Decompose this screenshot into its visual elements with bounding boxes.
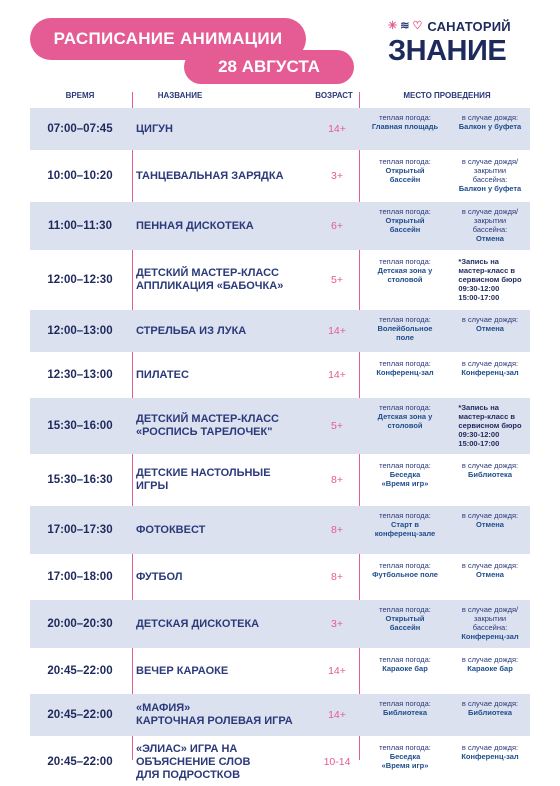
place-rain-value: Караоке бар	[467, 664, 513, 673]
table-row	[30, 600, 530, 648]
column-headers	[30, 88, 530, 106]
place-warm-weather	[360, 354, 450, 396]
event-time: 17:00–18:00	[47, 571, 113, 583]
place-rain-weather	[450, 456, 530, 504]
place-warm-value: Караоке бар	[382, 664, 428, 673]
place-rain-weather	[450, 556, 530, 598]
table-row	[30, 506, 530, 554]
event-name: ДЕТСКАЯ ДИСКОТЕКА	[136, 617, 260, 630]
table-row	[30, 354, 530, 396]
place-warm-weather	[360, 202, 450, 250]
event-age: 8+	[331, 474, 343, 486]
event-age: 8+	[331, 571, 343, 583]
place-warm-value: Детская зона у столовой	[377, 412, 433, 430]
event-time: 20:45–22:00	[47, 709, 113, 721]
event-name: «МАФИЯ» КАРТОЧНАЯ РОЛЕВАЯ ИГРА	[136, 702, 293, 727]
place-rain-value: Отмена	[476, 520, 504, 529]
table-row	[30, 310, 530, 352]
place-rain-value: Конференц-зал	[461, 368, 519, 377]
event-age: 8+	[331, 524, 343, 536]
place-warm-label: теплая погода:	[379, 743, 431, 752]
place-warm-label: теплая погода:	[379, 257, 431, 266]
place-rain-weather	[450, 310, 530, 352]
event-age: 14+	[328, 369, 346, 381]
place-rain-label: в случае дождя/ закрытии бассейна:	[461, 605, 519, 632]
table-row	[30, 650, 530, 692]
event-time: 20:45–22:00	[47, 665, 113, 677]
place-warm-weather	[360, 152, 450, 200]
place-rain-weather	[450, 252, 530, 308]
place-warm-weather	[360, 600, 450, 648]
place-rain-label: в случае дождя:	[461, 655, 519, 664]
place-rain-value: Библиотека	[468, 708, 512, 717]
event-name: ТАНЦЕВАЛЬНАЯ ЗАРЯДКА	[136, 169, 284, 182]
event-time: 15:30–16:30	[47, 474, 113, 486]
place-rain-label: в случае дождя/ закрытии бассейна:	[461, 157, 519, 184]
place-rain-value: Балкон у буфета	[458, 122, 522, 131]
event-name: ДЕТСКИЕ НАСТОЛЬНЫЕ ИГРЫ	[136, 467, 271, 492]
place-rain-weather	[450, 152, 530, 200]
event-age: 14+	[328, 325, 346, 337]
place-warm-weather	[360, 738, 450, 786]
place-rain-weather	[450, 694, 530, 736]
signup-note: *Запись на мастер-класс в сервисном бюро 09:30-12:00 15:00-17:00	[458, 257, 522, 302]
event-age: 5+	[331, 274, 343, 286]
event-age: 6+	[331, 220, 343, 232]
place-rain-label: в случае дождя/ закрытии бассейна:	[461, 207, 519, 234]
sun-icon: ✳	[388, 19, 398, 32]
event-name: СТРЕЛЬБА ИЗ ЛУКА	[136, 324, 247, 337]
event-name: «ЭЛИАС» ИГРА НА ОБЪЯСНЕНИЕ СЛОВ ДЛЯ ПОДРОСТКОВ	[136, 742, 251, 781]
event-age: 14+	[328, 709, 346, 721]
place-warm-weather	[360, 310, 450, 352]
column-header-name: НАЗВАНИЕ	[157, 91, 203, 100]
event-name: ВЕЧЕР КАРАОКЕ	[136, 664, 229, 677]
column-header-age: ВОЗРАСТ	[315, 91, 353, 100]
event-name: ФОТОКВЕСТ	[136, 523, 206, 536]
place-rain-label: в случае дождя:	[461, 461, 519, 470]
place-warm-value: Детская зона у столовой	[377, 266, 433, 284]
place-warm-label: теплая погода:	[379, 655, 431, 664]
place-rain-value: Отмена	[476, 570, 504, 579]
place-rain-weather	[450, 506, 530, 554]
table-row	[30, 456, 530, 504]
place-warm-value: Библиотека	[383, 708, 427, 717]
event-age: 3+	[331, 618, 343, 630]
place-warm-value: Открытый бассейн	[385, 216, 425, 234]
logo-small-text: САНАТОРИЙ	[427, 18, 511, 34]
place-warm-label: теплая погода:	[379, 561, 431, 570]
place-warm-label: теплая погода:	[379, 113, 431, 122]
place-warm-value: Беседка «Время игр»	[381, 470, 429, 488]
place-rain-weather	[450, 600, 530, 648]
table-row	[30, 556, 530, 598]
place-warm-weather	[360, 506, 450, 554]
event-name: ПИЛАТЕС	[136, 368, 189, 381]
table-row	[30, 108, 530, 150]
place-warm-value: Главная площадь	[371, 122, 439, 131]
place-warm-weather	[360, 694, 450, 736]
place-warm-value: Старт в конференц-зале	[374, 520, 436, 538]
heart-icon: ♡	[412, 19, 423, 32]
place-rain-label: в случае дождя:	[461, 113, 519, 122]
event-time: 17:00–17:30	[47, 524, 113, 536]
signup-note: *Запись на мастер-класс в сервисном бюро 09:30-12:00 15:00-17:00	[458, 403, 522, 448]
place-warm-label: теплая погода:	[379, 699, 431, 708]
place-rain-label: в случае дождя:	[461, 359, 519, 368]
place-warm-weather	[360, 108, 450, 150]
event-age: 10-14	[323, 756, 351, 768]
event-time: 20:45–22:00	[47, 756, 113, 768]
event-name: ПЕННАЯ ДИСКОТЕКА	[136, 219, 254, 232]
place-warm-label: теплая погода:	[379, 315, 431, 324]
logo-main-text: ЗНАНИЕ	[388, 35, 507, 67]
place-warm-label: теплая погода:	[379, 207, 431, 216]
event-time: 15:30–16:00	[47, 420, 113, 432]
event-time: 11:00–11:30	[48, 220, 112, 232]
place-warm-weather	[360, 650, 450, 692]
event-age: 14+	[328, 123, 346, 135]
place-rain-weather	[450, 398, 530, 454]
place-warm-label: теплая погода:	[379, 511, 431, 520]
event-time: 12:00–12:30	[47, 274, 113, 286]
event-age: 3+	[331, 170, 343, 182]
table-row	[30, 694, 530, 736]
place-warm-weather	[360, 556, 450, 598]
place-rain-value: Отмена	[476, 324, 504, 333]
event-time: 20:00–20:30	[47, 618, 113, 630]
place-rain-value: Балкон у буфета	[458, 184, 522, 193]
event-name: ФУТБОЛ	[136, 570, 183, 583]
logo	[388, 18, 538, 70]
place-warm-value: Открытый бассейн	[385, 614, 425, 632]
place-rain-label: в случае дождя:	[461, 511, 519, 520]
place-warm-value: Беседка «Время игр»	[381, 752, 429, 770]
header	[0, 0, 560, 90]
place-rain-label: в случае дождя:	[461, 699, 519, 708]
table-row	[30, 152, 530, 200]
event-time: 07:00–07:45	[47, 123, 113, 135]
place-warm-label: теплая погода:	[379, 157, 431, 166]
event-name: ЦИГУН	[136, 122, 173, 135]
column-header-time: ВРЕМЯ	[65, 91, 95, 100]
event-age: 14+	[328, 665, 346, 677]
place-rain-value: Библиотека	[468, 470, 512, 479]
place-rain-value: Конференц-зал	[461, 752, 519, 761]
page-title: РАСПИСАНИЕ АНИМАЦИИ	[30, 18, 306, 60]
place-rain-value: Отмена	[476, 234, 504, 243]
event-time: 10:00–10:20	[47, 170, 113, 182]
date-badge: 28 АВГУСТА	[184, 50, 354, 84]
place-warm-label: теплая погода:	[379, 359, 431, 368]
place-warm-value: Футбольное поле	[372, 570, 438, 579]
place-rain-label: в случае дождя:	[461, 743, 519, 752]
place-rain-value: Конференц-зал	[461, 632, 519, 641]
waves-icon: ≋	[400, 19, 410, 32]
place-rain-weather	[450, 738, 530, 786]
place-warm-weather	[360, 456, 450, 504]
event-name: ДЕТСКИЙ МАСТЕР-КЛАСС «РОСПИСЬ ТАРЕЛОЧЕК"	[136, 413, 279, 438]
event-name: ДЕТСКИЙ МАСТЕР-КЛАСС АППЛИКАЦИЯ «БАБОЧКА»	[136, 267, 284, 292]
place-warm-weather	[360, 398, 450, 454]
event-time: 12:30–13:00	[47, 369, 113, 381]
table-row	[30, 398, 530, 454]
place-rain-weather	[450, 202, 530, 250]
table-row	[30, 738, 530, 786]
event-age: 5+	[331, 420, 343, 432]
place-warm-weather	[360, 252, 450, 308]
place-warm-value: Конференц-зал	[376, 368, 434, 377]
place-rain-label: в случае дождя:	[461, 315, 519, 324]
place-warm-label: теплая погода:	[379, 605, 431, 614]
place-warm-label: теплая погода:	[379, 403, 431, 412]
place-warm-value: Волейбольное поле	[377, 324, 433, 342]
place-rain-weather	[450, 354, 530, 396]
place-warm-value: Открытый бассейн	[385, 166, 425, 184]
table-row	[30, 202, 530, 250]
place-rain-weather	[450, 650, 530, 692]
table-row	[30, 252, 530, 308]
place-warm-label: теплая погода:	[379, 461, 431, 470]
event-time: 12:00–13:00	[47, 325, 113, 337]
logo-top	[388, 18, 538, 34]
place-rain-label: в случае дождя:	[461, 561, 519, 570]
place-rain-weather	[450, 108, 530, 150]
column-header-place: МЕСТО ПРОВЕДЕНИЯ	[403, 91, 491, 100]
